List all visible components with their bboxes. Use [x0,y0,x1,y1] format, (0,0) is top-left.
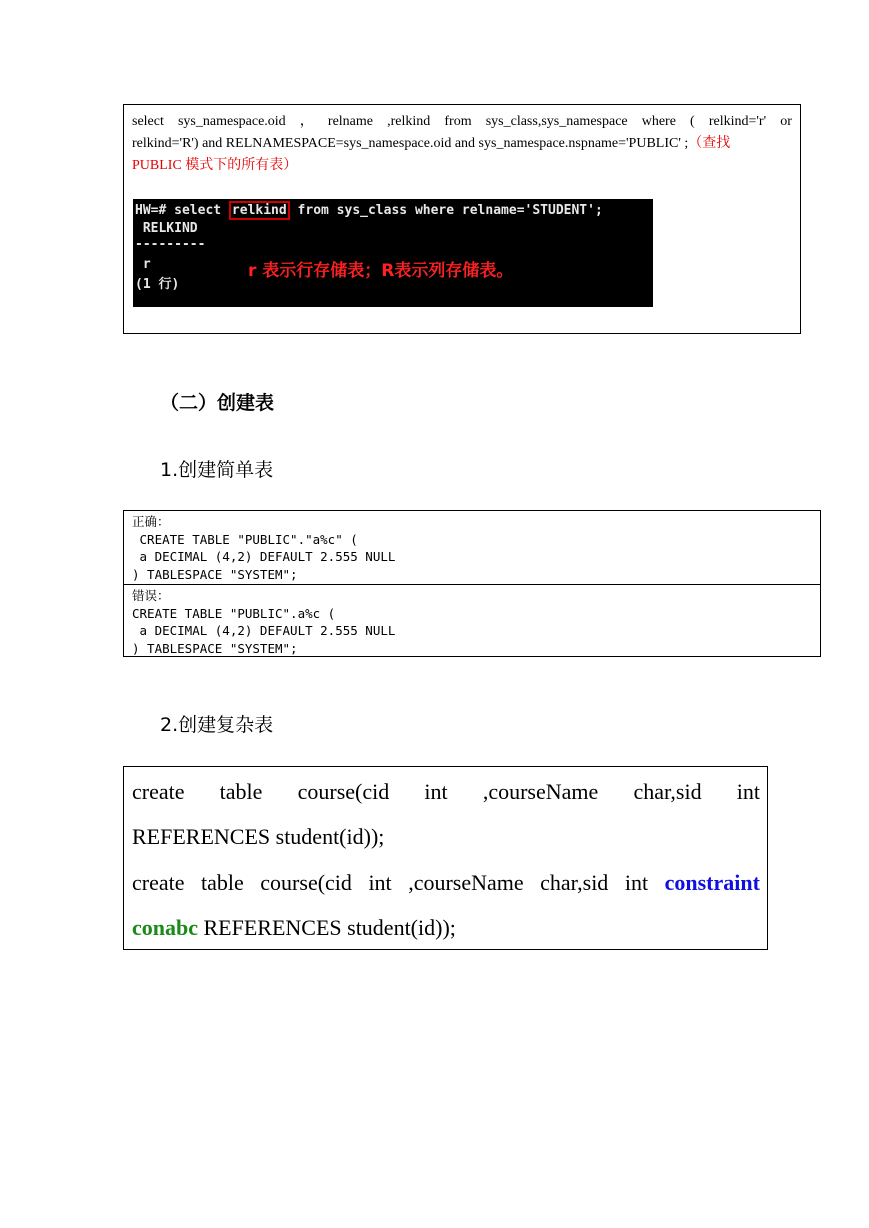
code-word: course(cid [260,870,352,895]
code-word: ,courseName [482,779,599,804]
code-word: int [736,779,760,804]
wrong-code-line: CREATE TABLE "PUBLIC".a%c ( [132,605,336,621]
code-word: ,courseName [408,870,524,895]
code-word: int [368,870,392,895]
terminal-annotation: r 表示行存储表；R表示列存储表。 [248,261,514,281]
query-word: select [132,114,164,129]
terminal-row-count: (1 行) [135,277,180,292]
query-word: ,relkind [387,114,431,129]
code-word: create [132,870,185,895]
query-example-box [123,104,801,334]
terminal-screenshot [133,199,653,307]
complex-line-4-rest: REFERENCES student(id)); [198,915,456,940]
query-word: sys_namespace.oid [177,114,286,129]
code-word: int [424,779,448,804]
code-word: table [201,870,244,895]
subheading-simple-table: 1.创建简单表 [160,459,274,481]
query-word: sys_class,sys_namespace [485,114,628,129]
terminal-prompt: HW=# select [135,203,229,218]
terminal-command [135,203,603,218]
wrong-example-cell [124,584,820,657]
query-line-2 [132,133,792,155]
terminal-command-rest: from sys_class where relname='STUDENT'; [289,203,603,218]
terminal-column-header: RELKIND [135,221,198,236]
query-word: relname [327,114,373,129]
correct-label: 正确： [132,514,170,529]
query-note-end: PUBLIC 模式下的所有表） [132,158,298,173]
correct-code-line: a DECIMAL (4,2) DEFAULT 2.555 NULL [132,549,396,564]
terminal-separator: --------- [135,237,206,252]
query-line-2-code: relkind='R') and RELNAMESPACE=sys_namespace.oid and sys_namespace.nspname='PUBLIC' ; [132,136,689,151]
query-word: ( [690,114,695,129]
correct-code-line: CREATE TABLE "PUBLIC"."a%c" ( [132,531,358,547]
complex-line-2: REFERENCES student(id)); [132,824,385,849]
subheading-complex-table: 2.创建复杂表 [160,714,274,736]
query-text [132,111,792,177]
query-word: from [444,114,472,129]
query-line-1 [132,111,792,133]
code-word: create [132,779,185,804]
wrong-label: 错误： [132,588,170,603]
section-heading-create-table: （二）创建表 [160,392,275,414]
query-word: or [780,114,792,129]
terminal-value: r [135,257,151,272]
code-word: table [219,779,263,804]
query-word: where [641,114,676,129]
correct-example-cell [124,513,820,583]
wrong-code-line: ) TABLESPACE "SYSTEM"; [132,640,298,656]
query-word: ， [299,114,314,129]
code-word: char,sid [633,779,702,804]
wrong-code-line: a DECIMAL (4,2) DEFAULT 2.555 NULL [132,623,396,638]
simple-table-examples [123,510,821,657]
complex-line-1 [132,779,760,805]
query-word: relkind='r' [708,114,767,129]
complex-table-examples [123,766,768,950]
code-word: int [624,870,649,895]
constraint-keyword: constraint [664,870,760,895]
query-note-start: （查找 [688,136,731,151]
constraint-name-keyword: conabc [132,915,198,940]
code-word: char,sid [540,870,609,895]
correct-code-line: ) TABLESPACE "SYSTEM"; [132,566,298,582]
code-word: course(cid [297,779,390,804]
complex-line-4 [132,915,760,941]
terminal-highlight-relkind: relkind [229,201,290,220]
complex-line-3 [132,870,760,896]
